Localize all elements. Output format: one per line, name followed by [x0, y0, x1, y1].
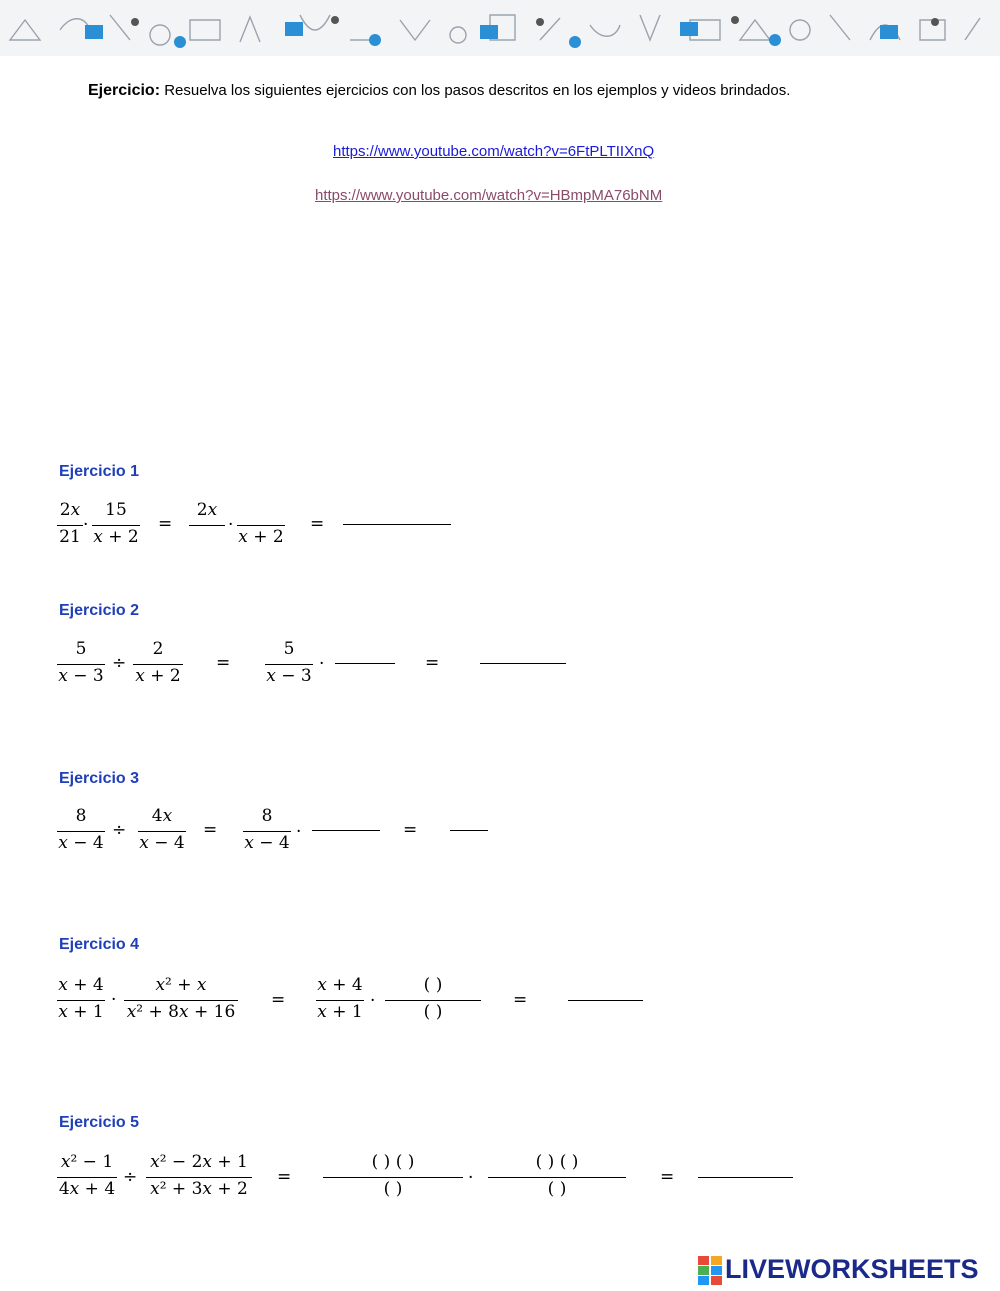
answer-blank[interactable]	[480, 663, 566, 664]
answer-blank[interactable]	[568, 1000, 643, 1001]
answer-blank[interactable]	[450, 830, 488, 831]
denominator: 𝑥 + 2	[238, 527, 284, 547]
numerator: 𝑥² − 1	[60, 1152, 114, 1172]
operator: ·	[468, 1168, 474, 1188]
operator: ÷	[112, 653, 127, 673]
numerator: 5	[75, 639, 87, 659]
denominator: 𝑥 + 2	[135, 666, 181, 686]
equals-sign: =	[403, 820, 418, 840]
decorative-banner	[0, 0, 1000, 56]
answer-blank[interactable]	[698, 1177, 793, 1178]
denominator: 21	[59, 527, 81, 547]
operator: ·	[296, 822, 302, 842]
numerator: 15	[105, 500, 127, 520]
video-link-2[interactable]: https://www.youtube.com/watch?v=HBmpMA76bNM	[315, 187, 663, 204]
exercise-4-heading: Ejercicio 4	[59, 936, 140, 953]
exercise-3-heading: Ejercicio 3	[59, 770, 140, 787]
instructions-label: Ejercicio:	[88, 82, 161, 99]
numerator: 4𝑥	[151, 806, 173, 826]
denominator: 𝑥² + 3𝑥 + 2	[150, 1179, 248, 1199]
numerator: 2𝑥	[196, 500, 218, 520]
denominator: 4𝑥 + 4	[58, 1179, 116, 1199]
instructions-text: Resuelva los siguientes ejercicios con los pasos descritos en los ejemplos y videos brindados.	[164, 82, 791, 99]
denominator: 𝑥 + 1	[58, 1002, 104, 1022]
operator: ·	[370, 991, 376, 1011]
numerator: 2𝑥	[59, 500, 81, 520]
exercise-5-heading: Ejercicio 5	[59, 1114, 140, 1131]
equals-sign: =	[271, 990, 286, 1010]
operator: ÷	[123, 1167, 138, 1187]
video-link-1[interactable]: https://www.youtube.com/watch?v=6FtPLTIIXnQ	[333, 143, 655, 160]
liveworksheets-logo-text: LIVEWORKSHEETS	[725, 1254, 979, 1284]
denominator: 𝑥 − 3	[58, 666, 104, 686]
fraction-blank[interactable]	[312, 830, 380, 831]
numerator: 2	[152, 639, 164, 659]
equals-sign: =	[513, 990, 528, 1010]
equals-sign: =	[277, 1167, 292, 1187]
equals-sign: =	[158, 514, 173, 534]
operator: ·	[319, 654, 325, 674]
equals-sign: =	[425, 653, 440, 673]
numerator-blank[interactable]: ( ) ( )	[535, 1152, 579, 1172]
equals-sign: =	[310, 514, 325, 534]
numerator: 8	[75, 806, 87, 826]
numerator: 8	[261, 806, 273, 826]
numerator: 𝑥² − 2𝑥 + 1	[150, 1152, 248, 1172]
numerator-blank[interactable]: ( )	[423, 975, 443, 995]
liveworksheets-logo-icon	[697, 1254, 723, 1286]
numerator: 5	[283, 639, 295, 659]
denominator: 𝑥 − 3	[266, 666, 312, 686]
operator: ÷	[112, 820, 127, 840]
answer-blank[interactable]	[343, 524, 451, 525]
numerator: 𝑥 + 4	[317, 975, 363, 995]
operator: ·	[228, 515, 234, 535]
numerator: 𝑥 + 4	[58, 975, 104, 995]
denominator: 𝑥 − 4	[58, 833, 104, 853]
denominator: 𝑥 − 4	[244, 833, 290, 853]
exercise-2-heading: Ejercicio 2	[59, 602, 140, 619]
denominator-blank[interactable]: ( )	[547, 1179, 567, 1199]
equals-sign: =	[216, 653, 231, 673]
exercise-1-heading: Ejercicio 1	[59, 463, 140, 480]
instructions	[88, 82, 790, 100]
denominator: 𝑥 + 2	[93, 527, 139, 547]
denominator-blank[interactable]: ( )	[423, 1002, 443, 1022]
operator: ·	[111, 990, 117, 1010]
fraction-blank[interactable]	[335, 663, 395, 664]
operator: ·	[83, 515, 89, 535]
denominator: 𝑥² + 8𝑥 + 16	[126, 1002, 236, 1022]
denominator: 𝑥 − 4	[139, 833, 185, 853]
denominator: 𝑥 + 1	[317, 1002, 363, 1022]
numerator-blank[interactable]: ( ) ( )	[371, 1152, 415, 1172]
equals-sign: =	[660, 1167, 675, 1187]
numerator: 𝑥² + 𝑥	[155, 975, 207, 995]
denominator-blank[interactable]: ( )	[383, 1179, 403, 1199]
equals-sign: =	[203, 820, 218, 840]
